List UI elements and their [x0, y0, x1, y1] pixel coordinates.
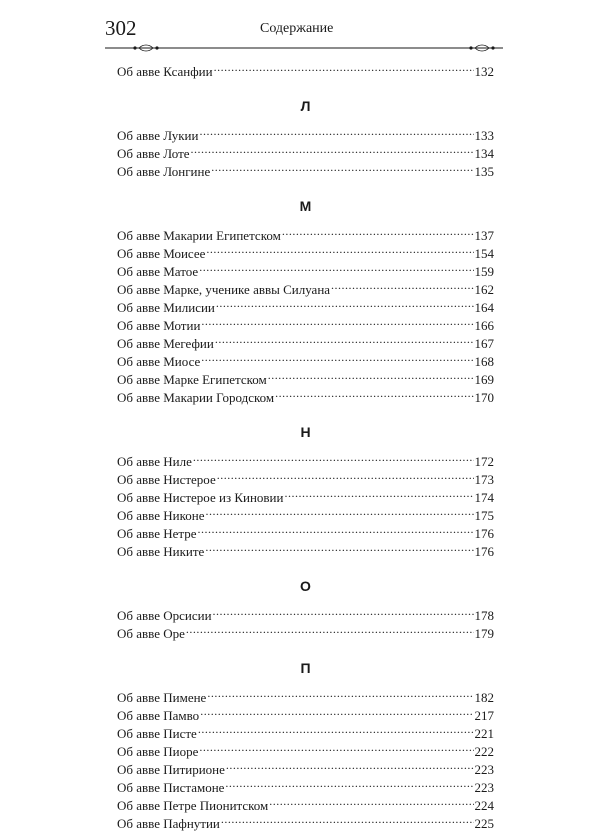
toc-entry-title: Об авве Лонгине	[117, 164, 211, 179]
toc-entry[interactable]	[117, 222, 494, 243]
section-letter-heading: О	[300, 578, 311, 594]
toc-entry-title: Об авве Нистерое из Киновии	[117, 490, 284, 505]
toc-entry-page-number: 175	[474, 508, 494, 523]
dot-leader	[199, 258, 473, 276]
header-rule-ornament	[105, 42, 503, 54]
dot-leader	[198, 720, 474, 738]
dot-leader	[216, 294, 474, 312]
toc-entry-page-number: 159	[474, 264, 494, 279]
dot-leader	[205, 502, 473, 520]
toc-section-continued	[117, 58, 494, 79]
toc-entry-page-number: 179	[474, 626, 494, 641]
dot-leader	[213, 602, 474, 620]
section-letter-heading: Н	[300, 424, 311, 440]
toc-entry[interactable]	[117, 602, 494, 623]
dot-leader	[215, 330, 474, 348]
toc-entry-title: Об авве Милисии	[117, 300, 215, 315]
toc-entry-page-number: 169	[474, 372, 494, 387]
toc-entry-page-number: 217	[474, 708, 494, 723]
dot-leader	[199, 738, 473, 756]
toc-entry-page-number: 132	[474, 64, 494, 79]
toc-entry-title: Об авве Лоте	[117, 146, 190, 161]
toc-entry-page-number: 178	[474, 608, 494, 623]
toc-entry-title: Об авве Никоне	[117, 508, 205, 523]
toc-entry-title: Об авве Нистерое	[117, 472, 216, 487]
toc-entry-page-number: 137	[474, 228, 494, 243]
dot-leader	[186, 620, 474, 638]
toc-entry[interactable]	[117, 448, 494, 469]
toc-section	[117, 98, 494, 179]
toc-entry-title: Об авве Пиоре	[117, 744, 199, 759]
toc-entry-page-number: 168	[474, 354, 494, 369]
toc-entry-title: Об авве Писте	[117, 726, 197, 741]
toc-entry-title: Об авве Ниле	[117, 454, 192, 469]
toc-entry-page-number: 170	[474, 390, 494, 405]
dot-leader	[225, 774, 473, 792]
toc-entry-title: Об авве Моисее	[117, 246, 206, 261]
toc-entry-page-number: 174	[474, 490, 494, 505]
toc-entry-title: Об авве Петре Пионитском	[117, 798, 269, 813]
toc-entry-page-number: 167	[474, 336, 494, 351]
page-header	[105, 14, 503, 44]
toc-entry-page-number: 176	[474, 544, 494, 559]
dot-leader	[282, 222, 474, 240]
dot-leader	[331, 276, 473, 294]
toc-entry-title: Об авве Пимене	[117, 690, 207, 705]
toc-entry-page-number: 162	[474, 282, 494, 297]
toc-entry-page-number: 224	[474, 798, 494, 813]
toc-entry-page-number: 154	[474, 246, 494, 261]
toc-entry-page-number: 164	[474, 300, 494, 315]
toc-entry-title: Об авве Никите	[117, 544, 205, 559]
toc-entry-page-number: 182	[474, 690, 494, 705]
toc-entry-title: Об авве Мотии	[117, 318, 201, 333]
toc-entry-title: Об авве Макарии Египетском	[117, 228, 281, 243]
toc-section	[117, 198, 494, 405]
dot-leader	[193, 448, 474, 466]
dot-leader	[201, 348, 473, 366]
toc-entry-title: Об авве Пафнутии	[117, 816, 220, 831]
dot-leader	[221, 810, 474, 828]
toc-section	[117, 424, 494, 559]
dot-leader	[275, 384, 473, 402]
toc-entry-page-number: 223	[474, 762, 494, 777]
section-letter-heading: Л	[300, 98, 311, 114]
toc-entry-title: Об авве Нетре	[117, 526, 197, 541]
dot-leader	[206, 240, 473, 258]
dot-leader	[211, 158, 473, 176]
dot-leader	[201, 312, 473, 330]
section-letter-heading: П	[300, 660, 311, 676]
toc-entry-title: Об авве Лукии	[117, 128, 199, 143]
toc-entry-page-number: 223	[474, 780, 494, 795]
toc-entry-title: Об авве Орсисии	[117, 608, 212, 623]
dot-leader	[217, 466, 474, 484]
toc-entry-title: Об авве Матое	[117, 264, 199, 279]
dot-leader	[205, 538, 473, 556]
dot-leader	[199, 122, 473, 140]
dot-leader	[269, 792, 473, 810]
toc-entry-page-number: 222	[474, 744, 494, 759]
toc-entry-page-number: 166	[474, 318, 494, 333]
toc-entry-page-number: 225	[474, 816, 494, 831]
toc-entry-page-number: 172	[474, 454, 494, 469]
toc-entry-title: Об авве Памво	[117, 708, 200, 723]
toc-entry[interactable]	[117, 122, 494, 143]
toc-entry[interactable]	[117, 684, 494, 705]
toc-entry-title: Об авве Ксанфии	[117, 64, 213, 79]
toc-entry-title: Об авве Макарии Городском	[117, 390, 275, 405]
dot-leader	[200, 702, 473, 720]
dot-leader	[191, 140, 474, 158]
dot-leader	[198, 520, 474, 538]
toc-section	[117, 660, 494, 831]
toc-entry-page-number: 133	[474, 128, 494, 143]
toc-entry-page-number: 173	[474, 472, 494, 487]
dot-leader	[268, 366, 474, 384]
toc-entry-title: Об авве Миосе	[117, 354, 201, 369]
dot-leader	[214, 58, 474, 76]
toc-entry[interactable]	[117, 58, 494, 79]
toc-entry-page-number: 134	[474, 146, 494, 161]
page-number: 302	[105, 16, 137, 40]
table-of-contents	[117, 58, 494, 831]
toc-entry-title: Об авве Марке, ученике аввы Силуана	[117, 282, 331, 297]
toc-entry-page-number: 221	[474, 726, 494, 741]
toc-entry-title: Об авве Пистамоне	[117, 780, 225, 795]
section-letter-heading: М	[299, 198, 312, 214]
toc-section	[117, 578, 494, 641]
toc-entry-page-number: 176	[474, 526, 494, 541]
running-title: Содержание	[260, 21, 334, 36]
toc-entry-title: Об авве Мегефии	[117, 336, 214, 351]
dot-leader	[207, 684, 473, 702]
toc-entry-title: Об авве Питирионе	[117, 762, 225, 777]
toc-entry-page-number: 135	[474, 164, 494, 179]
toc-entry-title: Об авве Оре	[117, 626, 185, 641]
dot-leader	[284, 484, 473, 502]
dot-leader	[226, 756, 474, 774]
toc-entry-title: Об авве Марке Египетском	[117, 372, 267, 387]
